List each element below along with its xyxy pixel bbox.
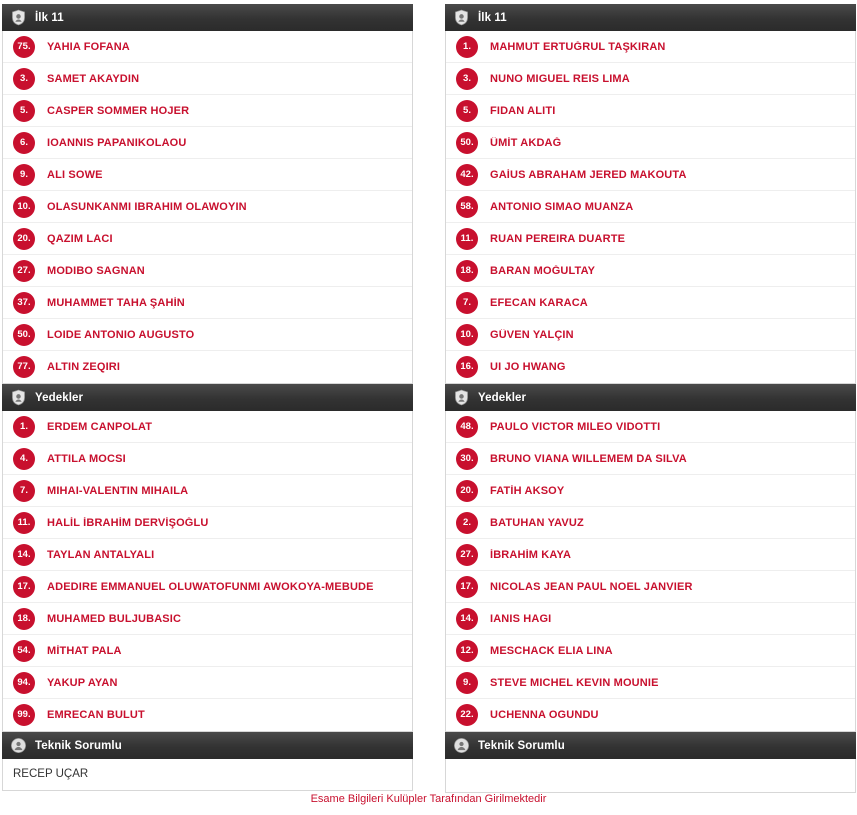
list-item[interactable] — [3, 667, 412, 699]
home-lineup-card — [2, 31, 413, 384]
player-number: 27. — [13, 260, 35, 282]
player-number: 5. — [13, 100, 35, 122]
player-name: YAKUP AYAN — [47, 676, 118, 689]
player-number: 5. — [456, 100, 478, 122]
list-item[interactable] — [446, 507, 855, 539]
player-number: 14. — [13, 544, 35, 566]
list-item[interactable] — [446, 223, 855, 255]
player-name: ÜMİT AKDAĞ — [490, 136, 562, 149]
player-number: 58. — [456, 196, 478, 218]
player-number: 11. — [456, 228, 478, 250]
list-item[interactable] — [3, 507, 412, 539]
player-name: BATUHAN YAVUZ — [490, 516, 584, 529]
away-team-column — [445, 4, 856, 793]
list-item[interactable] — [3, 539, 412, 571]
home-coach-card — [2, 759, 413, 791]
player-name: İBRAHİM KAYA — [490, 548, 572, 561]
player-number: 20. — [13, 228, 35, 250]
player-number: 27. — [456, 544, 478, 566]
shield-icon — [10, 389, 27, 406]
list-item[interactable] — [446, 287, 855, 319]
player-name: IANIS HAGI — [490, 612, 552, 625]
home-coach-title: Teknik Sorumlu — [35, 739, 122, 752]
player-name: BRUNO VIANA WILLEMEM DA SILVA — [490, 452, 687, 465]
player-number: 18. — [456, 260, 478, 282]
list-item[interactable] — [446, 699, 855, 731]
player-number: 54. — [13, 640, 35, 662]
player-number: 75. — [13, 36, 35, 58]
list-item[interactable] — [3, 603, 412, 635]
player-name: LOIDE ANTONIO AUGUSTO — [47, 328, 195, 341]
player-number: 14. — [456, 608, 478, 630]
player-number: 94. — [13, 672, 35, 694]
player-number: 50. — [456, 132, 478, 154]
list-item[interactable] — [446, 475, 855, 507]
player-number: 11. — [13, 512, 35, 534]
player-name: ERDEM CANPOLAT — [47, 420, 153, 433]
shield-icon — [453, 9, 470, 26]
home-substitutes-header — [2, 384, 413, 411]
player-number: 48. — [456, 416, 478, 438]
list-item[interactable] — [446, 667, 855, 699]
player-name: GÜVEN YALÇIN — [490, 328, 574, 341]
home-substitutes-card — [2, 411, 413, 732]
player-name: NICOLAS JEAN PAUL NOEL JANVIER — [490, 580, 693, 593]
list-item[interactable] — [3, 191, 412, 223]
player-number: 7. — [13, 480, 35, 502]
list-item[interactable] — [3, 699, 412, 731]
player-name: EMRECAN BULUT — [47, 709, 145, 721]
player-number: 6. — [13, 132, 35, 154]
player-number: 1. — [13, 416, 35, 438]
player-name: MİTHAT PALA — [47, 644, 122, 657]
player-name: MODIBO SAGNAN — [47, 264, 145, 277]
player-name: PAULO VICTOR MILEO VIDOTTI — [490, 420, 661, 433]
player-number: 77. — [13, 356, 35, 378]
away-coach-card — [445, 759, 856, 793]
player-number: 9. — [13, 164, 35, 186]
away-lineup-header — [445, 4, 856, 31]
player-name: MIHAI-VALENTIN MIHAILA — [47, 484, 189, 497]
whistle-icon — [453, 737, 470, 754]
player-name: GAİUS ABRAHAM JERED MAKOUTA — [490, 168, 687, 181]
player-name: EFECAN KARACA — [490, 296, 588, 309]
list-item[interactable] — [446, 443, 855, 475]
away-substitutes-header — [445, 384, 856, 411]
away-substitutes-list — [446, 411, 855, 731]
player-name: NUNO MIGUEL REIS LIMA — [490, 72, 630, 85]
list-item[interactable] — [446, 351, 855, 383]
list-item[interactable] — [446, 31, 855, 63]
player-number: 7. — [456, 292, 478, 314]
list-item[interactable] — [3, 127, 412, 159]
player-name: ALI SOWE — [47, 168, 103, 181]
away-substitutes-title: Yedekler — [478, 391, 527, 404]
player-name: MAHMUT ERTUĞRUL TAŞKIRAN — [490, 40, 666, 53]
list-item[interactable] — [446, 319, 855, 351]
player-number: 99. — [13, 704, 35, 726]
player-name: FIDAN ALITI — [490, 104, 556, 117]
home-lineup-title: İlk 11 — [35, 11, 64, 24]
player-number: 50. — [13, 324, 35, 346]
list-item[interactable] — [3, 287, 412, 319]
home-lineup-list — [3, 31, 412, 383]
player-name: CASPER SOMMER HOJER — [47, 104, 190, 117]
list-item[interactable] — [446, 95, 855, 127]
player-number: 16. — [456, 356, 478, 378]
player-name: FATİH AKSOY — [490, 484, 565, 497]
shield-icon — [10, 9, 27, 26]
player-name: IOANNIS PAPANIKOLAOU — [47, 136, 187, 149]
player-name: STEVE MICHEL KEVIN MOUNIE — [490, 676, 659, 689]
list-item[interactable] — [3, 411, 412, 443]
player-name: RUAN PEREIRA DUARTE — [490, 232, 626, 245]
home-coach-name: RECEP UÇAR — [13, 768, 89, 780]
player-number: 4. — [13, 448, 35, 470]
player-number: 17. — [13, 576, 35, 598]
player-name: HALİL İBRAHİM DERVİŞOĞLU — [47, 516, 209, 529]
list-item[interactable] — [3, 223, 412, 255]
player-name: SAMET AKAYDIN — [47, 72, 140, 85]
list-item[interactable] — [446, 159, 855, 191]
player-number: 18. — [13, 608, 35, 630]
player-name: TAYLAN ANTALYALI — [47, 548, 155, 561]
away-lineup-list — [446, 31, 855, 383]
player-number: 3. — [13, 68, 35, 90]
away-lineup-card — [445, 31, 856, 384]
footer-note: Esame Bilgileri Kulüpler Tarafından Girilmektedir — [310, 793, 547, 805]
list-item[interactable] — [446, 603, 855, 635]
home-coach-header — [2, 732, 413, 759]
shield-icon — [453, 389, 470, 406]
player-name: ADEDIRE EMMANUEL OLUWATOFUNMI AWOKOYA-MEBUDE — [47, 580, 374, 593]
home-substitutes-list — [3, 411, 412, 731]
list-item[interactable] — [446, 191, 855, 223]
away-coach-name — [446, 759, 855, 778]
player-number: 42. — [456, 164, 478, 186]
player-name: ATTILA MOCSI — [47, 452, 126, 465]
list-item[interactable] — [446, 255, 855, 287]
list-item[interactable] — [446, 63, 855, 95]
list-item[interactable] — [3, 571, 412, 603]
list-item[interactable] — [3, 319, 412, 351]
player-name: UI JO HWANG — [490, 361, 566, 373]
whistle-icon — [10, 737, 27, 754]
home-team-column — [2, 4, 413, 793]
list-item[interactable] — [3, 159, 412, 191]
player-name: BARAN MOĞULTAY — [490, 264, 596, 277]
list-item[interactable] — [3, 351, 412, 383]
list-item[interactable] — [446, 539, 855, 571]
player-name: MUHAMED BULJUBASIC — [47, 612, 182, 625]
home-substitutes-title: Yedekler — [35, 391, 84, 404]
player-name: UCHENNA OGUNDU — [490, 709, 599, 721]
home-lineup-header — [2, 4, 413, 31]
list-item[interactable] — [446, 571, 855, 603]
player-number: 37. — [13, 292, 35, 314]
player-number: 10. — [456, 324, 478, 346]
away-coach-title: Teknik Sorumlu — [478, 739, 565, 752]
player-name: MESCHACK ELIA LINA — [490, 644, 613, 657]
list-item[interactable] — [446, 635, 855, 667]
list-item[interactable] — [3, 443, 412, 475]
player-name: OLASUNKANMI IBRAHIM OLAWOYIN — [47, 200, 247, 213]
list-item[interactable] — [3, 255, 412, 287]
away-substitutes-card — [445, 411, 856, 732]
player-number: 10. — [13, 196, 35, 218]
player-number: 30. — [456, 448, 478, 470]
player-number: 1. — [456, 36, 478, 58]
player-number: 9. — [456, 672, 478, 694]
list-item[interactable] — [3, 635, 412, 667]
player-name: MUHAMMET TAHA ŞAHİN — [47, 296, 185, 309]
player-name: YAHIA FOFANA — [47, 40, 130, 53]
player-number: 12. — [456, 640, 478, 662]
player-number: 3. — [456, 68, 478, 90]
player-name: ALTIN ZEQIRI — [47, 361, 121, 373]
list-item[interactable] — [3, 95, 412, 127]
list-item[interactable] — [446, 127, 855, 159]
player-number: 17. — [456, 576, 478, 598]
list-item[interactable] — [446, 411, 855, 443]
list-item[interactable] — [3, 31, 412, 63]
away-lineup-title: İlk 11 — [478, 11, 507, 24]
player-number: 2. — [456, 512, 478, 534]
player-number: 20. — [456, 480, 478, 502]
list-item[interactable] — [3, 475, 412, 507]
player-name: QAZIM LACI — [47, 232, 113, 245]
player-number: 22. — [456, 704, 478, 726]
player-name: ANTONIO SIMAO MUANZA — [490, 200, 634, 213]
away-coach-header — [445, 732, 856, 759]
list-item[interactable] — [3, 63, 412, 95]
